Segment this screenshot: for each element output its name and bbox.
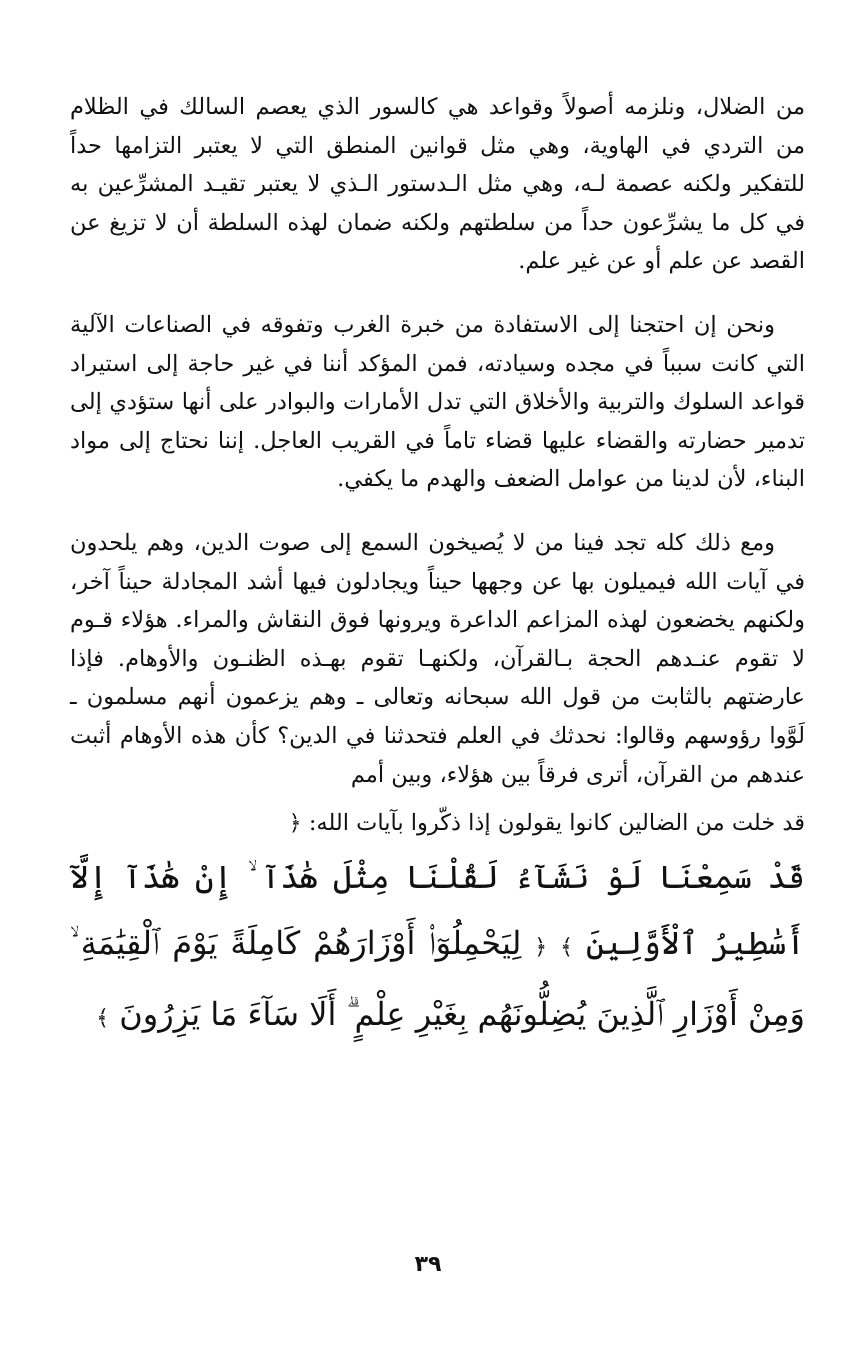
quran-lead-text: قد خلت من الضالين كانوا يقولون إذا ذكّروا بآيات الله: (308, 810, 805, 837)
quran-quote-block (70, 804, 805, 1052)
quran-verses (70, 844, 805, 1052)
quran-close-bracket-2: ﴾ (96, 1005, 110, 1031)
page-number: ٣٩ (414, 1252, 442, 1277)
paragraph-2: ونحن إن احتجنا إلى الاستفادة من خبرة الغرب وتفوقه في الصناعات الآلية التي كانت سبباً في مجده وسيادته، فمن المؤكد أننا في غير حاجة إلى استيراد قواعد السلوك والتربية والأخلاق التي تدل الأمارات والبوادر على أنها ستؤدي إلى تدمير حضارته والقضاء عليها قضاء تاماً في القريب العاجل. إننا نحتاج إلى مواد البناء، لأن لدينا من عوامل الضعف والهدم ما يكفي. (70, 311, 805, 493)
quran-verse-2: لِيَحْمِلُوٓا۟ أَوْزَارَهُمْ كَامِلَةً يَوْمَ ٱلْقِيَٰمَةِ ۙ وَمِنْ أَوْزَارِ ٱلَّذِينَ يُضِلُّونَهُم بِغَيْرِ عِلْمٍ ۗ أَلَا سَآءَ مَا يَزِرُونَ (70, 923, 805, 1033)
quran-open-bracket-2: ﴿ (534, 934, 548, 960)
quran-open-bracket-1: ﴿ (288, 811, 302, 837)
paragraph-1: من الضلال، ونلزمه أصولاً وقواعد هي كالسور الذي يعصم السالك في الظلام من التردي في الهاوية، وهي مثل قوانين المنطق التي لا يعتبر التزامها حداً للتفكير ولكنه عصمة لـه، وهي مثل الـدستور الـذي لا يعتبر تقيـد المشرِّعين به في كل ما يشرِّعون حداً من سلطتهم ولكنه ضمان لهذه السلطة أن لا تزيغ عن القصد عن علم أو عن غير علم. (70, 94, 805, 275)
quran-verse-1: قَدْ سَمِعْنَا لَوْ نَشَآءُ لَقُلْنَا مِثْلَ هَٰذَآ ۙ إِنْ هَٰذَآ إِلَّآ أَسَٰطِيرُ ٱلْأَوَّلِينَ (70, 857, 806, 962)
paragraph-3: ومع ذلك كله تجد فينا من لا يُصيخون السمع إلى صوت الدين، وهم يلحدون في آيات الله فيميلون بها عن وجهها حيناً ويجادلون فيها أشد المجادلة حيناً آخر، ولكنهم يخضعون لهذه المزاعم الداعرة ويرونها فوق النقاش والمراء. هؤلاء قـوم لا تقوم عنـدهم الحجة بـالقرآن، ولكنهـا تقوم بهـذه الظنـون والأوهام. فإذا عارضتهم بالثابت من قول الله سبحانه وتعالى ـ وهم يزعمون أنهم مسلمون ـ لَوَّوا رؤوسهم وقالوا: نحدثك في العلم فتحدثنا في الدين؟ كأن هذه الأوهام أثبت عندهم من القرآن، أترى فرقاً بين هؤلاء، وبين أمم (70, 529, 805, 788)
quran-close-bracket-1: ﴾ (560, 934, 573, 960)
page-body (70, 88, 805, 1052)
quran-lead-line (70, 804, 805, 844)
